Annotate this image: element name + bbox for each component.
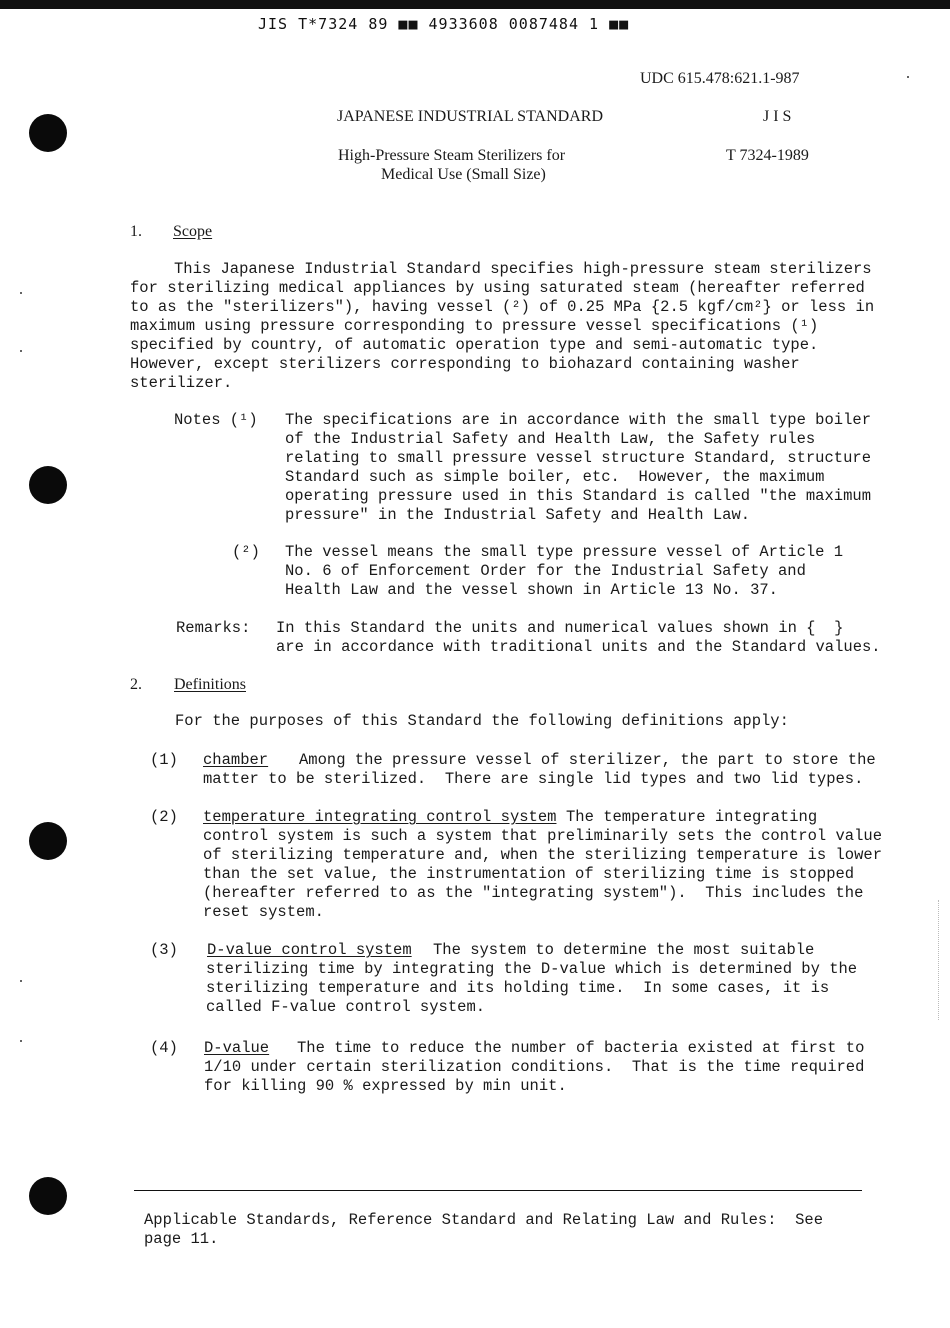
paragraph-line: for sterilizing medical appliances by using saturated steam (hereafter referred: [130, 279, 865, 297]
scan-top-bar: [0, 0, 950, 9]
definition-term: D-value control system: [207, 941, 412, 959]
definition-line: reset system.: [203, 903, 324, 921]
definition-term: D-value: [204, 1039, 270, 1057]
item-number: (3): [150, 941, 178, 959]
definition-line: for killing 90 % expressed by min unit.: [204, 1077, 567, 1095]
note-line: The vessel means the small type pressure vessel of Article 1: [285, 543, 844, 561]
remarks-label: Remarks:: [176, 619, 251, 637]
standard-org: JAPANESE INDUSTRIAL STANDARD: [337, 108, 603, 125]
footnote-line: Applicable Standards, Reference Standard and Relating Law and Rules: See: [144, 1211, 824, 1229]
definition-line: Among the pressure vessel of sterilizer, the part to store the: [299, 751, 876, 769]
definition-line: The time to reduce the number of bacteria existed at first to: [297, 1039, 865, 1057]
notes-label: Notes (¹): [174, 411, 258, 429]
section-number: 2.: [130, 676, 142, 693]
definition-line: 1/10 under certain sterilization conditions. That is the time required: [204, 1058, 865, 1076]
definition-line: sterilizing temperature and its holding time. In some cases, it is: [206, 979, 830, 997]
note-line: of the Industrial Safety and Health Law, the Safety rules: [285, 430, 816, 448]
note-line: No. 6 of Enforcement Order for the Industrial Safety and: [285, 562, 806, 580]
scan-speck: [20, 980, 22, 982]
title-line-2: Medical Use (Small Size): [381, 166, 546, 183]
note-line: relating to small pressure vessel structure Standard, structure: [285, 449, 871, 467]
item-number: (1): [150, 751, 178, 769]
remarks-line: In this Standard the units and numerical values shown in { }: [276, 619, 844, 637]
paragraph-line: However, except sterilizers corresponding to biohazard containing washer: [130, 355, 800, 373]
paragraph-line: This Japanese Industrial Standard specifies high-pressure steam sterilizers: [174, 260, 872, 278]
note-line: Health Law and the vessel shown in Article 13 No. 37.: [285, 581, 778, 599]
paragraph-line: specified by country, of automatic operation type and semi-automatic type.: [130, 336, 819, 354]
definition-line: (hereafter referred to as the "integrating system"). This includes the: [203, 884, 864, 902]
standard-number: T 7324-1989: [726, 147, 809, 164]
note-2-label: (²): [232, 543, 260, 561]
scan-speck: [20, 350, 22, 352]
item-number: (2): [150, 808, 178, 826]
section-heading: Definitions: [174, 676, 246, 693]
punch-hole-1: [29, 114, 67, 152]
paragraph-line: sterilizer.: [130, 374, 233, 392]
section-heading: Scope: [173, 223, 213, 240]
section-number: 1.: [130, 223, 142, 240]
note-line: operating pressure used in this Standard is called "the maximum: [285, 487, 871, 505]
remarks-line: are in accordance with traditional units and the Standard values.: [276, 638, 881, 656]
scan-header-line: JIS T*7324 89 ■■ 4933608 0087484 1 ■■: [258, 15, 630, 33]
punch-hole-4: [29, 1177, 67, 1215]
scan-speck: [20, 1040, 22, 1042]
definition-term: temperature integrating control system: [203, 808, 557, 826]
definition-line: of sterilizing temperature and, when the sterilizing temperature is lower: [203, 846, 883, 864]
definition-line: control system is such a system that preliminarily sets the control value: [203, 827, 883, 845]
footnote-line: page 11.: [144, 1230, 219, 1248]
jis-mark: J I S: [763, 108, 792, 125]
definition-line: matter to be sterilized. There are single lid types and two lid types.: [203, 770, 864, 788]
item-number: (4): [150, 1039, 178, 1057]
definition-line: sterilizing time by integrating the D-value which is determined by the: [206, 960, 858, 978]
definition-term: chamber: [203, 751, 269, 769]
title-line-1: High-Pressure Steam Sterilizers for: [338, 147, 566, 164]
paragraph-line: to as the "sterilizers"), having vessel (²) of 0.25 MPa {2.5 kgf/cm²} or less in: [130, 298, 875, 316]
definition-line: than the set value, the instrumentation of sterilizing time is stopped: [203, 865, 855, 883]
footnote-divider: [134, 1190, 862, 1191]
definitions-intro: For the purposes of this Standard the following definitions apply:: [175, 712, 789, 730]
note-line: The specifications are in accordance with the small type boiler: [285, 411, 871, 429]
definition-line: The system to determine the most suitable: [433, 941, 815, 959]
definition-line: called F-value control system.: [206, 998, 486, 1016]
note-line: Standard such as simple boiler, etc. However, the maximum: [285, 468, 825, 486]
punch-hole-3: [29, 822, 67, 860]
scan-speck: [20, 292, 22, 294]
scan-speck: [907, 76, 909, 78]
paragraph-line: maximum using pressure corresponding to pressure vessel specifications (¹): [130, 317, 819, 335]
definition-line: The temperature integrating: [566, 808, 818, 826]
note-line: pressure" in the Industrial Safety and Health Law.: [285, 506, 751, 524]
punch-hole-2: [29, 466, 67, 504]
scan-edge-mark: [938, 900, 940, 1020]
udc-code: UDC 615.478:621.1-987: [640, 70, 800, 87]
